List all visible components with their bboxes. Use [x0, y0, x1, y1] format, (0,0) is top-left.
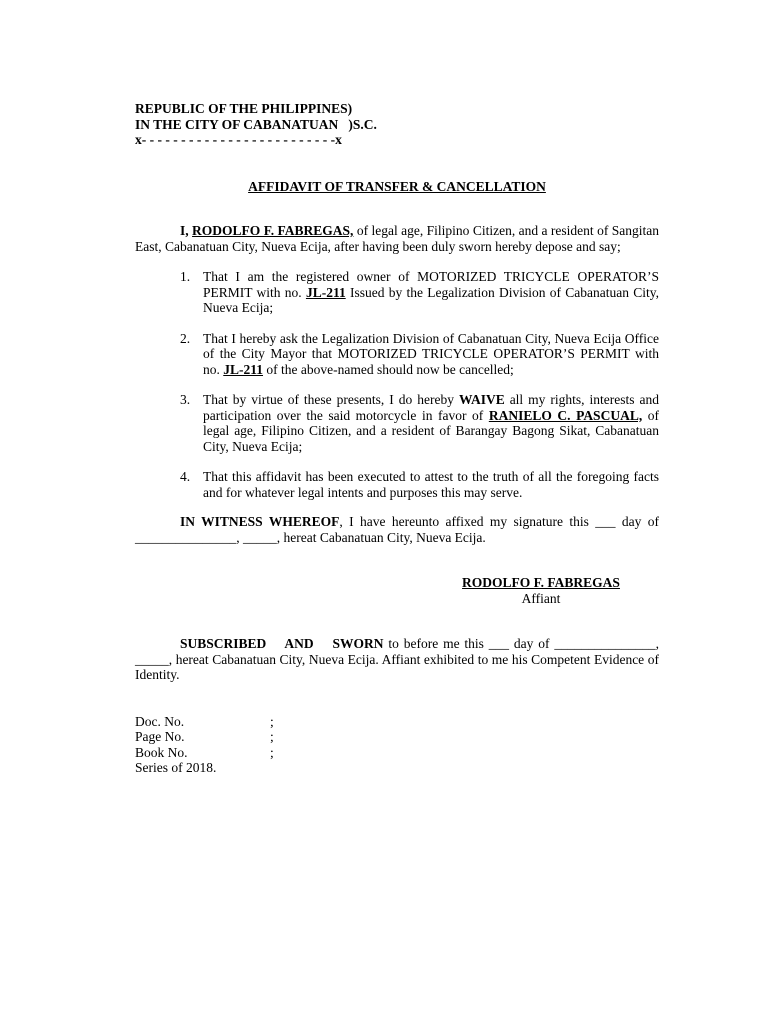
header-line-1: REPUBLIC OF THE PHILIPPINES) — [135, 101, 353, 116]
signature-block — [452, 575, 630, 606]
notary-row — [135, 729, 659, 745]
witness-lead: IN WITNESS WHEREOF — [180, 514, 340, 529]
list-item — [135, 469, 659, 500]
statement-list — [135, 269, 659, 500]
item-number: 1. — [180, 269, 191, 284]
sworn-lead: SUBSCRIBED AND SWORN — [180, 636, 384, 651]
signatory-name: RODOLFO F. FABREGAS — [462, 575, 620, 590]
notary-label: Series of 2018. — [135, 760, 217, 775]
waive-keyword: WAIVE — [458, 392, 505, 407]
sworn-text: to before me this ___ day of _______________, _____, hereat Cabanatuan City, Nueva Ecija. Affiant exhibited to me his Competent Evidence of Identity. — [135, 636, 659, 682]
list-item — [135, 269, 659, 316]
notary-row — [135, 714, 659, 730]
header-line-2: IN THE CITY OF CABANATUAN )S.C. — [135, 116, 377, 132]
witness-text: , I have hereunto affixed my signature this ___ day of _______________, _____, hereat Cabanatuan City, Nueva Ecija. — [135, 514, 659, 545]
permit-number: JL-211 — [223, 361, 264, 377]
list-item — [135, 392, 659, 454]
affiant-name: RODOLFO F. FABREGAS, — [192, 223, 354, 238]
item-number: 2. — [180, 330, 191, 346]
item-number: 3. — [180, 392, 191, 407]
affidavit-page — [135, 101, 659, 776]
intro-pronoun: I, — [180, 223, 193, 238]
signatory-role: Affiant — [521, 590, 561, 606]
item-text: That I am the registered owner of MOTORIZED TRICYCLE OPERATOR’S PERMIT with no. — [203, 269, 659, 300]
item-text: Issued by the Legalization Division of Cabanatuan City, Nueva Ecija; — [203, 284, 659, 315]
header-line-3: x- - - - - - - - - - - - - - - - - - - - - - - - -x — [135, 132, 342, 147]
item-text: That by virtue of these presents, I do hereby — [203, 392, 459, 407]
notary-value: ; — [270, 729, 274, 744]
notary-row — [135, 760, 659, 776]
permit-number: JL-211 — [305, 284, 346, 300]
document-title: AFFIDAVIT OF TRANSFER & CANCELLATION — [248, 178, 546, 194]
intro-text: of legal age, Filipino Citizen, and a resident of Sangitan East, Cabanatuan City, Nueva Ecija, after having been duly sworn hereby depose and say; — [135, 223, 659, 254]
notary-label: Page No. — [135, 729, 185, 744]
transferee-name: RANIELO C. PASCUAL, — [488, 407, 643, 423]
notary-value: ; — [270, 744, 274, 760]
list-item — [135, 331, 659, 378]
item-text: all my rights, interests and participation over the said motorcycle in favor of — [203, 392, 659, 423]
item-text: of legal age, Filipino Citizen, and a resident of Barangay Bagong Sikat, Cabanatuan City, Nueva Ecija; — [203, 407, 660, 454]
item-text: That I hereby ask the Legalization Division of Cabanatuan City, Nueva Ecija Office of the City Mayor that MOTORIZED TRICYCLE OPERATOR’S PERMIT with no. — [203, 330, 659, 377]
notary-label: Doc. No. — [135, 713, 185, 729]
notary-value: ; — [270, 713, 274, 729]
intro-paragraph — [135, 223, 659, 254]
notary-label: Book No. — [135, 744, 188, 760]
item-number: 4. — [180, 469, 191, 484]
sworn-paragraph — [135, 636, 659, 683]
witness-paragraph — [135, 514, 659, 545]
item-text: That this affidavit has been executed to attest to the truth of all the foregoing facts and for whatever legal intents and purposes this may serve. — [203, 469, 659, 500]
document-header — [135, 101, 659, 148]
notary-row — [135, 745, 659, 761]
item-text: of the above-named should now be cancelled; — [263, 361, 514, 377]
notary-block — [135, 714, 659, 776]
